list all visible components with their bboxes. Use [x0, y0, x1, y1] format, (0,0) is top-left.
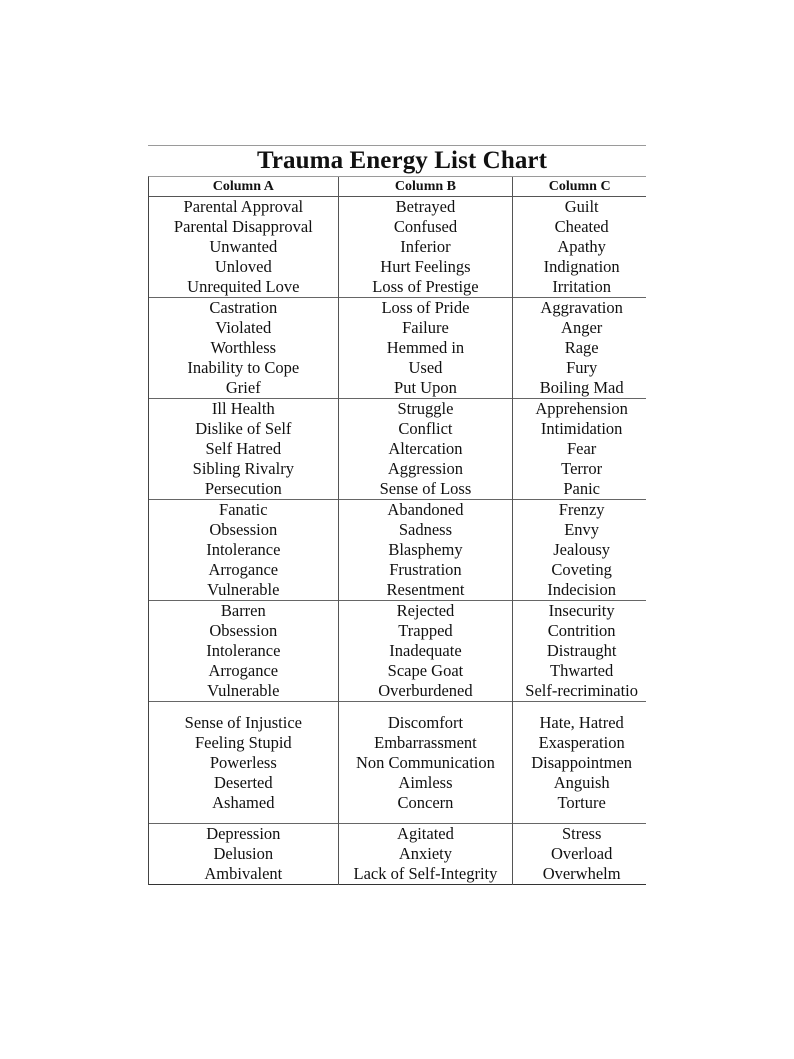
column-b-group-6 [339, 702, 513, 824]
list-item: Sense of Injustice [184, 712, 302, 732]
column-a [149, 177, 339, 885]
list-item: Vulnerable [207, 580, 280, 599]
trauma-chart [148, 145, 646, 885]
list-item: Blasphemy [388, 540, 463, 559]
list-item: Ill Health [211, 399, 275, 418]
list-item: Non Communication [356, 752, 495, 772]
list-item: Rage [564, 338, 599, 357]
list-item: Scape Goat [387, 661, 464, 680]
list-item: Inability to Cope [187, 358, 300, 377]
column-a-group-7 [149, 824, 338, 885]
list-item: Intolerance [206, 540, 281, 559]
list-item: Loss of Pride [381, 298, 470, 317]
list-item: Jealousy [553, 540, 611, 559]
column-c [513, 177, 646, 885]
list-item: Envy [564, 520, 600, 539]
list-item: Apprehension [535, 399, 628, 418]
list-item: Embarrassment [374, 732, 477, 752]
column-c-group-1 [513, 197, 646, 298]
list-item: Vulnerable [207, 681, 280, 700]
column-b-group-7 [339, 824, 513, 885]
column-a-group-4 [149, 500, 338, 601]
list-item: Violated [215, 318, 272, 337]
list-item: Anxiety [398, 844, 453, 863]
list-item: Ambivalent [204, 864, 283, 883]
list-item: Unrequited Love [187, 277, 300, 296]
column-a-group-6 [149, 702, 338, 824]
list-item: Powerless [209, 752, 277, 772]
list-item: Arrogance [208, 661, 279, 680]
list-item: Ashamed [212, 792, 275, 812]
list-item: Feeling Stupid [194, 732, 292, 752]
list-item: Boiling Mad [539, 378, 624, 397]
list-item: Hurt Feelings [380, 257, 471, 276]
list-item: Coveting [551, 560, 612, 579]
list-item: Torture [557, 792, 606, 812]
list-item: Used [408, 358, 443, 377]
list-item: Put Upon [394, 378, 457, 397]
column-b-group-5 [339, 601, 513, 702]
list-item: Hate, Hatred [539, 712, 624, 732]
list-item: Obsession [209, 520, 278, 539]
chart-title: Trauma Energy List Chart [256, 147, 548, 174]
list-item: Aggravation [540, 298, 623, 317]
list-item: Conflict [398, 419, 453, 438]
column-b-header: Column B [339, 177, 513, 197]
list-item: Frenzy [558, 500, 605, 519]
list-item: Inadequate [389, 641, 462, 660]
list-item: Castration [209, 298, 278, 317]
list-item: Contrition [547, 621, 616, 640]
list-item: Disappointmen [531, 752, 633, 772]
list-item: Dislike of Self [195, 419, 292, 438]
list-item: Panic [563, 479, 600, 498]
list-item: Overwhelm [542, 864, 621, 883]
list-item: Betrayed [395, 197, 456, 216]
list-item: Rejected [396, 601, 455, 620]
column-a-group-2 [149, 298, 338, 399]
list-item: Parental Disapproval [173, 217, 313, 236]
column-c-group-6 [513, 702, 646, 824]
list-item: Parental Approval [183, 197, 304, 216]
list-item: Aimless [398, 772, 453, 792]
list-item: Struggle [397, 399, 454, 418]
list-item: Barren [220, 601, 266, 620]
list-item: Stress [561, 824, 602, 843]
list-item: Intimidation [540, 419, 623, 438]
list-item: Indecision [547, 580, 617, 599]
list-item: Sadness [398, 520, 453, 539]
column-a-header: Column A [149, 177, 338, 197]
list-item: Discomfort [387, 712, 464, 732]
column-c-group-3 [513, 399, 646, 500]
list-item: Delusion [213, 844, 274, 863]
list-item: Agitated [397, 824, 454, 843]
list-item: Frustration [389, 560, 462, 579]
list-item: Intolerance [206, 641, 281, 660]
list-item: Arrogance [208, 560, 279, 579]
chart-table [148, 176, 646, 885]
list-item: Unloved [214, 257, 272, 276]
column-b-group-2 [339, 298, 513, 399]
column-c-group-5 [513, 601, 646, 702]
column-a-group-3 [149, 399, 338, 500]
column-c-header: Column C [513, 177, 646, 197]
list-item: Hemmed in [386, 338, 465, 357]
list-item: Abandoned [387, 500, 464, 519]
list-item: Sibling Rivalry [192, 459, 294, 478]
list-item: Deserted [213, 772, 273, 792]
list-item: Depression [206, 824, 281, 843]
list-item: Terror [561, 459, 603, 478]
list-item: Persecution [204, 479, 282, 498]
list-item: Obsession [209, 621, 278, 640]
list-item: Irritation [552, 277, 611, 296]
list-item: Unwanted [209, 237, 278, 256]
list-item: Concern [397, 792, 454, 812]
list-item: Lack of Self-Integrity [353, 864, 498, 883]
list-item: Fanatic [219, 500, 268, 519]
list-item: Cheated [554, 217, 609, 236]
list-item: Aggression [387, 459, 464, 478]
list-item: Overburdened [378, 681, 473, 700]
column-c-group-7 [513, 824, 646, 885]
column-b-group-3 [339, 399, 513, 500]
list-item: Fear [566, 439, 597, 458]
list-item: Thwarted [550, 661, 614, 680]
list-item: Distraught [546, 641, 617, 660]
list-item: Indignation [543, 257, 620, 276]
list-item: Grief [225, 378, 261, 397]
list-item: Exasperation [538, 732, 625, 752]
list-item: Self-recriminatio [525, 681, 638, 700]
list-item: Anger [561, 318, 603, 337]
column-c-group-4 [513, 500, 646, 601]
column-b-group-4 [339, 500, 513, 601]
column-a-group-5 [149, 601, 338, 702]
list-item: Anguish [553, 772, 610, 792]
list-item: Fury [566, 358, 598, 377]
list-item: Sense of Loss [379, 479, 472, 498]
list-item: Guilt [564, 197, 599, 216]
list-item: Overload [550, 844, 613, 863]
column-c-group-2 [513, 298, 646, 399]
list-item: Loss of Prestige [372, 277, 479, 296]
list-item: Insecurity [548, 601, 615, 620]
column-a-group-1 [149, 197, 338, 298]
list-item: Apathy [557, 237, 606, 256]
column-b-group-1 [339, 197, 513, 298]
list-item: Confused [393, 217, 458, 236]
list-item: Failure [402, 318, 449, 337]
list-item: Altercation [388, 439, 463, 458]
list-item: Inferior [400, 237, 451, 256]
list-item: Self Hatred [205, 439, 282, 458]
column-b [339, 177, 514, 885]
list-item: Resentment [386, 580, 465, 599]
list-item: Worthless [210, 338, 277, 357]
list-item: Trapped [398, 621, 453, 640]
